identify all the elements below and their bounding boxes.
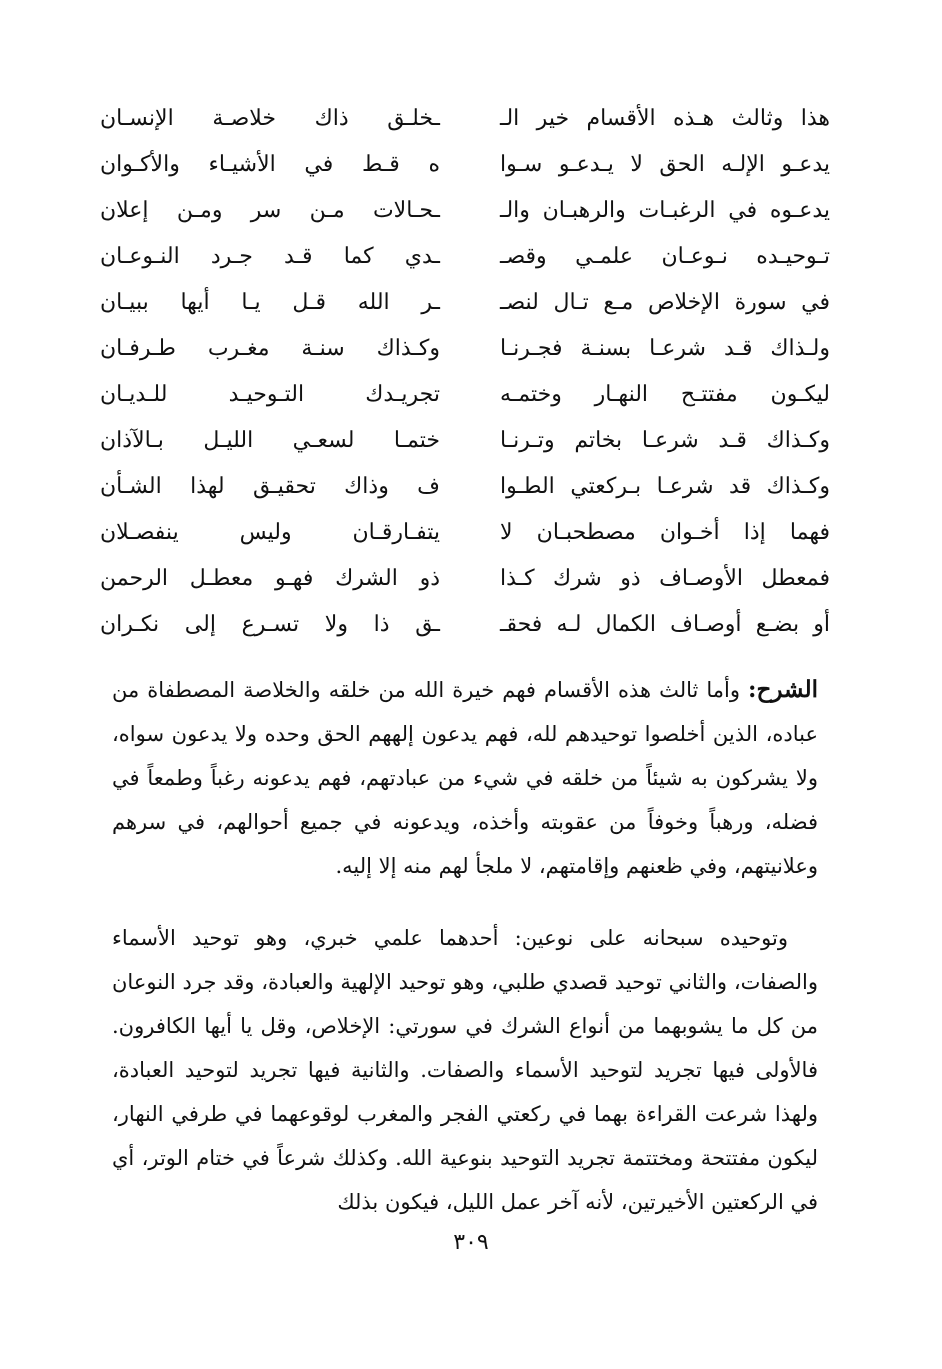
commentary-paragraph-1 <box>112 668 818 888</box>
verse-9-first-hemistich: وكـذاك قد شرعـا بـركعتي الطـوا <box>500 474 830 499</box>
commentary-label: الشرح: <box>748 676 818 703</box>
verse-10-first-hemistich: فهما إذا أخـوان مصطحبـان لا <box>500 520 830 545</box>
commentary-paragraph-1-text: وأما ثالث هذه الأقسام فهم خيرة الله من خلقه والخلاصة المصطفاة من عباده، الذين أخلصوا توحيدهم لله، فهم يدعون إلههم الحق وحده ولا يدعون سواه، ولا يشركون به شيئاً من خلقه في شيء من عبادتهم، فهم يدعونه رغباً وطمعاً في فضله، ورهباً وخوفاً من عقوبته وأخذه، ويدعونه في جميع أحوالهم، في سرهم وعلانيتهم، وفي ظعنهم وإقامتهم، لا ملجأ لهم منه إلا إليه. <box>112 678 818 878</box>
commentary-paragraph-2-text: وتوحيده سبحانه على نوعين: أحدهما علمي خبري، وهو توحيد الأسماء والصفات، والثاني توحيد قصدي طلبي، وهو توحيد الإلهية والعبادة، وقد جرد النوعان من كل ما يشوبهما من أنواع الشرك في سورتي: الإخلاص، وقل يا أيها الكافرون. فالأولى فيها تجريد لتوحيد الأسماء والصفات. والثانية فيها تجريد لتوحيد العبادة، ولهذا شرعت القراءة بهما في ركعتي الفجر والمغرب لوقوعهما في طرفي النهار، ليكون مفتتحة ومختتمة تجريد التوحيد بنوعية الله. وكذلك شرعاً في ختام الوتر، أي في الركعتين الأخيرتين، لأنه آخر عمل الليل، فيكون بذلك <box>112 926 818 1214</box>
verse-6-second-hemistich: وكـذاك سنـة مغـرب طـرفـان <box>100 336 440 361</box>
verse-5-first-hemistich: في سورة الإخلاص مـع تـال لنصـ <box>500 290 830 315</box>
verse-5-second-hemistich: ـر الله قـل يـا أيها ببيـان <box>100 290 440 315</box>
verse-4-first-hemistich: تـوحيـده نـوعـان علمـي وقصـ <box>500 244 830 269</box>
verse-12-second-hemistich: ـق ذا ولا تسـرع إلى نكـران <box>100 612 440 637</box>
verse-11-first-hemistich: فمعطل الأوصـاف ذو شرك كـذا <box>500 566 830 591</box>
verse-3-first-hemistich: يدعـوه في الرغبـات والرهبـان والـ <box>500 198 830 223</box>
verse-11-second-hemistich: ذو الشرك فهـو معطـل الرحمن <box>100 566 440 591</box>
verse-7-second-hemistich: تجريـدك التـوحيـد للـديـان <box>100 382 440 407</box>
verse-1-first-hemistich: هذا وثالث هـذه الأقسام خير الـ <box>500 106 830 131</box>
verse-8-first-hemistich: وكـذاك قـد شرعـا بخاتم وتـرنـا <box>500 428 830 453</box>
commentary-paragraph-2 <box>112 916 818 1224</box>
verse-2-first-hemistich: يدعـو الإلـه الحق لا يـدعـو سـوا <box>500 152 830 177</box>
verse-2-second-hemistich: ه قـط في الأشيـاء والأكـوان <box>100 152 440 177</box>
verse-6-first-hemistich: ولـذاك قـد شرعـا بسنـة فجـرنـا <box>500 336 830 361</box>
verse-7-first-hemistich: ليكـون مفتتـح النهـار وختمـه <box>500 382 830 407</box>
verse-9-second-hemistich: ف وذاك تحقيـق لهذا الشـأن <box>100 474 440 499</box>
page-number: ٣٠٩ <box>453 1230 489 1255</box>
verse-3-second-hemistich: ـحـالات مـن سر ومـن إعلان <box>100 198 440 223</box>
verse-10-second-hemistich: يتفـارقـان وليس ينفصـلان <box>100 520 440 545</box>
verse-12-first-hemistich: أو بضـع أوصـاف الكمال لـه فحقـ <box>500 612 830 637</box>
verse-4-second-hemistich: ـدي كما قـد جـرد النـوعـان <box>100 244 440 269</box>
verse-8-second-hemistich: ختمـا لسعـي الليـل بـالآذان <box>100 428 440 453</box>
verse-1-second-hemistich: ـخلـق ذاك خلاصـة الإنسـان <box>100 106 440 131</box>
poem-block <box>100 96 830 646</box>
